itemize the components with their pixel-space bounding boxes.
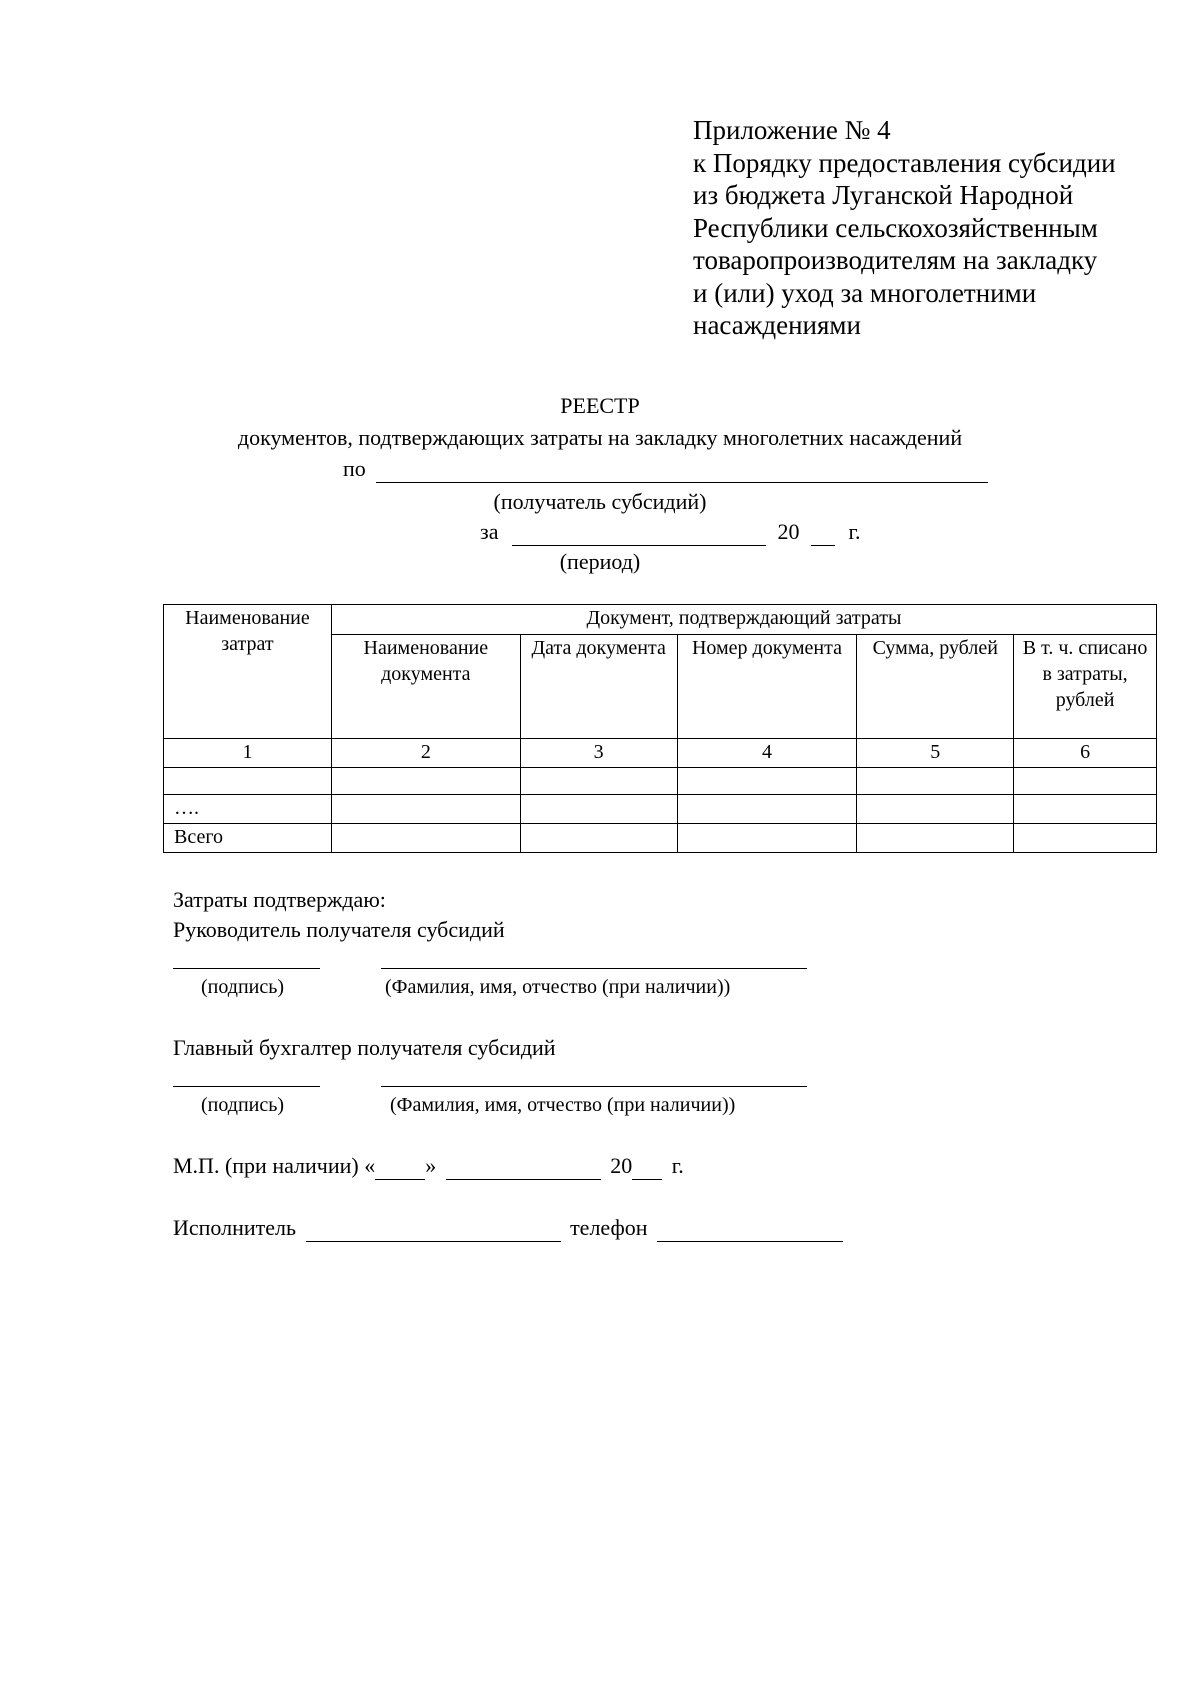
document-subtitle: документов, подтверждающих затраты на закладку многолетних насаждений bbox=[237, 425, 963, 450]
table-cell[interactable] bbox=[1014, 768, 1157, 795]
header-doc-date: Дата документа bbox=[520, 635, 677, 739]
table-cell[interactable] bbox=[331, 795, 520, 824]
head-name-caption: (Фамилия, имя, отчество (при наличии)) bbox=[385, 976, 731, 998]
confirm-label: Затраты подтверждаю: bbox=[173, 887, 386, 912]
executor-label: Исполнитель bbox=[173, 1215, 297, 1240]
table-row bbox=[164, 768, 1157, 795]
period-field[interactable] bbox=[512, 521, 766, 546]
appendix-line: и (или) уход за многолетними bbox=[693, 277, 1037, 308]
mp-day-field[interactable] bbox=[375, 1157, 425, 1180]
column-number: 3 bbox=[520, 739, 677, 768]
header-cost-name: Наименование затрат bbox=[164, 605, 332, 739]
table-cell[interactable] bbox=[1014, 824, 1157, 853]
year-prefix: 20 bbox=[777, 519, 800, 544]
accountant-name-caption: (Фамилия, имя, отчество (при наличии)) bbox=[390, 1094, 736, 1116]
accountant-title: Главный бухгалтер получателя субсидий bbox=[173, 1035, 556, 1060]
table-cell[interactable] bbox=[520, 795, 677, 824]
appendix-line: товаропроизводителям на закладку bbox=[693, 245, 1098, 275]
table-cell[interactable] bbox=[164, 768, 332, 795]
mp-quote-close: » bbox=[425, 1153, 437, 1178]
accountant-signature-field[interactable] bbox=[173, 1086, 320, 1087]
mp-line bbox=[173, 1152, 684, 1180]
period-caption: (период) bbox=[559, 549, 641, 574]
table-cell[interactable] bbox=[677, 824, 857, 853]
table-cell[interactable] bbox=[331, 768, 520, 795]
head-sign-caption: (подпись) bbox=[201, 976, 285, 998]
table-number-row bbox=[164, 739, 1157, 768]
table-cell[interactable] bbox=[1014, 795, 1157, 824]
phone-label: телефон bbox=[570, 1215, 648, 1240]
appendix-line: Приложение № 4 bbox=[693, 115, 891, 145]
head-signature-field[interactable] bbox=[173, 968, 320, 969]
document-title: РЕЕСТР bbox=[560, 393, 640, 418]
total-label: Всего bbox=[164, 824, 332, 853]
po-label: по bbox=[343, 456, 366, 481]
mp-year-prefix: 20 bbox=[610, 1153, 633, 1178]
column-number: 2 bbox=[331, 739, 520, 768]
mp-label: М.П. (при наличии) « bbox=[173, 1153, 376, 1178]
table-cell[interactable] bbox=[331, 824, 520, 853]
column-number: 5 bbox=[857, 739, 1014, 768]
appendix-line: Республики сельскохозяйственным bbox=[693, 212, 1098, 243]
table-total-row bbox=[164, 824, 1157, 853]
table-cell[interactable] bbox=[857, 768, 1014, 795]
za-label: за bbox=[480, 519, 499, 544]
appendix-block bbox=[693, 114, 1173, 342]
period-line bbox=[480, 518, 861, 546]
column-number: 6 bbox=[1014, 739, 1157, 768]
year-suffix: г. bbox=[848, 519, 861, 544]
appendix-line: из бюджета Луганской Народной bbox=[693, 180, 1074, 210]
table-cell[interactable] bbox=[857, 824, 1014, 853]
column-number: 1 bbox=[164, 739, 332, 768]
mp-year-suffix: г. bbox=[671, 1153, 684, 1178]
phone-field[interactable] bbox=[657, 1219, 843, 1242]
head-name-field[interactable] bbox=[381, 968, 807, 969]
table-header-row bbox=[164, 605, 1157, 635]
mp-month-field[interactable] bbox=[446, 1157, 601, 1180]
recipient-caption: (получатель субсидий) bbox=[493, 489, 707, 514]
mp-year-field[interactable] bbox=[632, 1157, 662, 1180]
table-cell[interactable] bbox=[857, 795, 1014, 824]
accountant-sign-caption: (подпись) bbox=[201, 1094, 285, 1116]
executor-field[interactable] bbox=[306, 1219, 561, 1242]
header-written-off: В т. ч. списано в затраты, рублей bbox=[1014, 635, 1157, 739]
table-cell[interactable] bbox=[677, 768, 857, 795]
registry-table bbox=[163, 604, 1157, 853]
appendix-line: насаждениями bbox=[693, 310, 861, 340]
header-doc-number: Номер документа bbox=[677, 635, 857, 739]
table-row bbox=[164, 795, 1157, 824]
accountant-name-field[interactable] bbox=[381, 1086, 807, 1087]
table-cell[interactable]: …. bbox=[164, 795, 332, 824]
head-title: Руководитель получателя субсидий bbox=[173, 917, 505, 942]
appendix-line: к Порядку предоставления субсидии bbox=[693, 147, 1116, 178]
header-document-group: Документ, подтверждающий затраты bbox=[331, 605, 1156, 635]
executor-line bbox=[173, 1214, 843, 1242]
header-doc-name: Наименование документа bbox=[331, 635, 520, 739]
year-field[interactable] bbox=[811, 521, 835, 546]
recipient-line bbox=[343, 455, 988, 483]
header-sum: Сумма, рублей bbox=[857, 635, 1014, 739]
table-cell[interactable] bbox=[677, 795, 857, 824]
column-number: 4 bbox=[677, 739, 857, 768]
recipient-field[interactable] bbox=[376, 458, 988, 483]
table-cell[interactable] bbox=[520, 824, 677, 853]
table-cell[interactable] bbox=[520, 768, 677, 795]
